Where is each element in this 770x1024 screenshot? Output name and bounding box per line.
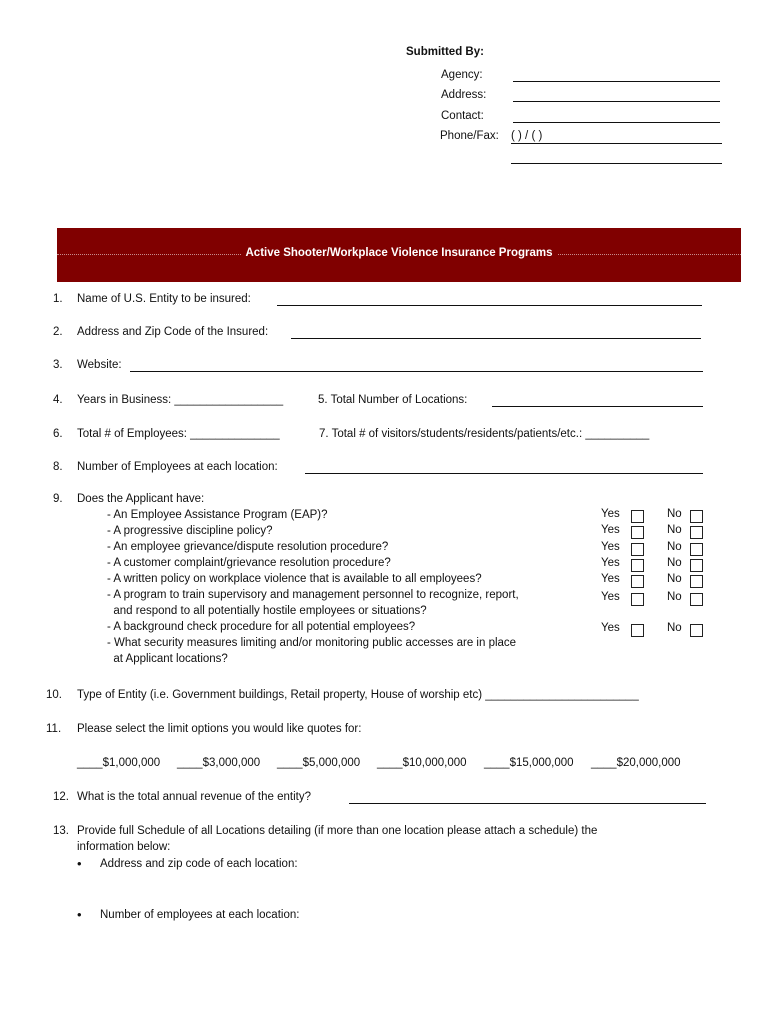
q9-yes-label: Yes [601,524,620,536]
q4-number: 4. [53,394,63,406]
q13-text-line1: Provide full Schedule of all Locations detailing (if more than one location please attach a schedule) the [77,825,598,837]
q9-item-eap: - An Employee Assistance Program (EAP)? [107,509,328,521]
q8-field[interactable] [305,473,703,474]
q9-yes-label: Yes [601,622,620,634]
limit-option-20m[interactable]: ____$20,000,000 [591,757,681,769]
q9-background-yes-checkbox[interactable] [631,624,644,637]
q9-no-label: No [667,573,682,585]
q13-bullet-employees: Number of employees at each location: [100,909,300,921]
q12-field[interactable] [349,803,706,804]
q9-customer-yes-checkbox[interactable] [631,559,644,572]
q8-number: 8. [53,461,63,473]
limit-option-15m[interactable]: ____$15,000,000 [484,757,574,769]
q2-field[interactable] [291,338,701,339]
q9-written-policy-no-checkbox[interactable] [690,575,703,588]
q9-yes-label: Yes [601,541,620,553]
q6-text: Total # of Employees: ______________ [77,428,280,440]
phone-fax-label: Phone/Fax: [440,130,499,142]
q9-item-security: - What security measures limiting and/or monitoring public accesses are in place [107,637,517,649]
q9-item-written-policy: - A written policy on workplace violence that is available to all employees? [107,573,482,585]
phone-fax-field[interactable] [511,143,722,144]
limit-option-3m[interactable]: ____$3,000,000 [177,757,261,769]
q9-no-label: No [667,524,682,536]
address-field[interactable] [513,101,720,102]
limit-option-10m[interactable]: ____$10,000,000 [377,757,467,769]
submitted-by-heading: Submitted By: [406,46,484,58]
agency-field[interactable] [513,81,720,82]
q9-no-label: No [667,591,682,603]
q1-text: Name of U.S. Entity to be insured: [77,293,251,305]
q9-yes-label: Yes [601,508,620,520]
q8-text: Number of Employees at each location: [77,461,278,473]
q13-bullet-address: Address and zip code of each location: [100,858,298,870]
bullet-icon: • [77,856,82,871]
title-banner [57,228,741,282]
q13-text-line2: information below: [77,841,171,853]
q12-number: 12. [53,791,69,803]
contact-label: Contact: [441,110,484,122]
q9-item-training-cont: and respond to all potentially hostile employees or situations? [107,605,427,617]
q9-yes-label: Yes [601,557,620,569]
banner-title: Active Shooter/Workplace Violence Insurance Programs [242,247,557,259]
q9-discipline-yes-checkbox[interactable] [631,526,644,539]
q9-item-discipline: - A progressive discipline policy? [107,525,273,537]
q9-yes-label: Yes [601,591,620,603]
q9-discipline-no-checkbox[interactable] [690,526,703,539]
address-label: Address: [441,89,487,101]
q9-background-no-checkbox[interactable] [690,624,703,637]
q9-no-label: No [667,508,682,520]
q11-number: 11. [46,723,62,735]
q9-grievance-yes-checkbox[interactable] [631,543,644,556]
q9-customer-no-checkbox[interactable] [690,559,703,572]
q9-number: 9. [53,493,63,505]
phone-fax-format: ( ) / ( ) [511,130,543,142]
q6-number: 6. [53,428,63,440]
q2-number: 2. [53,326,63,338]
q10-number: 10. [46,689,62,701]
q9-training-no-checkbox[interactable] [690,593,703,606]
q10-text: Type of Entity (i.e. Government buildings, Retail property, House of worship etc) ________________________ [77,689,639,701]
q9-item-customer: - A customer complaint/grievance resolution procedure? [107,557,391,569]
q9-eap-no-checkbox[interactable] [690,510,703,523]
q9-item-grievance: - An employee grievance/dispute resolution procedure? [107,541,389,553]
q1-field[interactable] [277,305,702,306]
q12-text: What is the total annual revenue of the entity? [77,791,311,803]
q5-field[interactable] [492,406,703,407]
q13-number: 13. [53,825,69,837]
q9-training-yes-checkbox[interactable] [631,593,644,606]
limit-option-1m[interactable]: ____$1,000,000 [77,757,161,769]
q11-text: Please select the limit options you would like quotes for: [77,723,362,735]
q7-text: 7. Total # of visitors/students/residents/patients/etc.: __________ [319,428,650,440]
q3-number: 3. [53,359,63,371]
q9-no-label: No [667,557,682,569]
q4-text: Years in Business: _________________ [77,394,284,406]
q9-item-security-cont: at Applicant locations? [107,653,228,665]
q2-text: Address and Zip Code of the Insured: [77,326,269,338]
q9-written-policy-yes-checkbox[interactable] [631,575,644,588]
q9-text: Does the Applicant have: [77,493,205,505]
agency-label: Agency: [441,69,483,81]
q1-number: 1. [53,293,63,305]
q3-text: Website: [77,359,122,371]
q9-item-background: - A background check procedure for all potential employees? [107,621,416,633]
q9-no-label: No [667,541,682,553]
q9-grievance-no-checkbox[interactable] [690,543,703,556]
limit-option-5m[interactable]: ____$5,000,000 [277,757,361,769]
q9-no-label: No [667,622,682,634]
q9-item-training: - A program to train supervisory and management personnel to recognize, report, [107,589,519,601]
q9-yes-label: Yes [601,573,620,585]
contact-field[interactable] [513,122,720,123]
q9-eap-yes-checkbox[interactable] [631,510,644,523]
bullet-icon: • [77,907,82,922]
phone-fax-extra-field[interactable] [511,163,722,164]
q3-field[interactable] [130,371,703,372]
q5-text: 5. Total Number of Locations: [318,394,468,406]
